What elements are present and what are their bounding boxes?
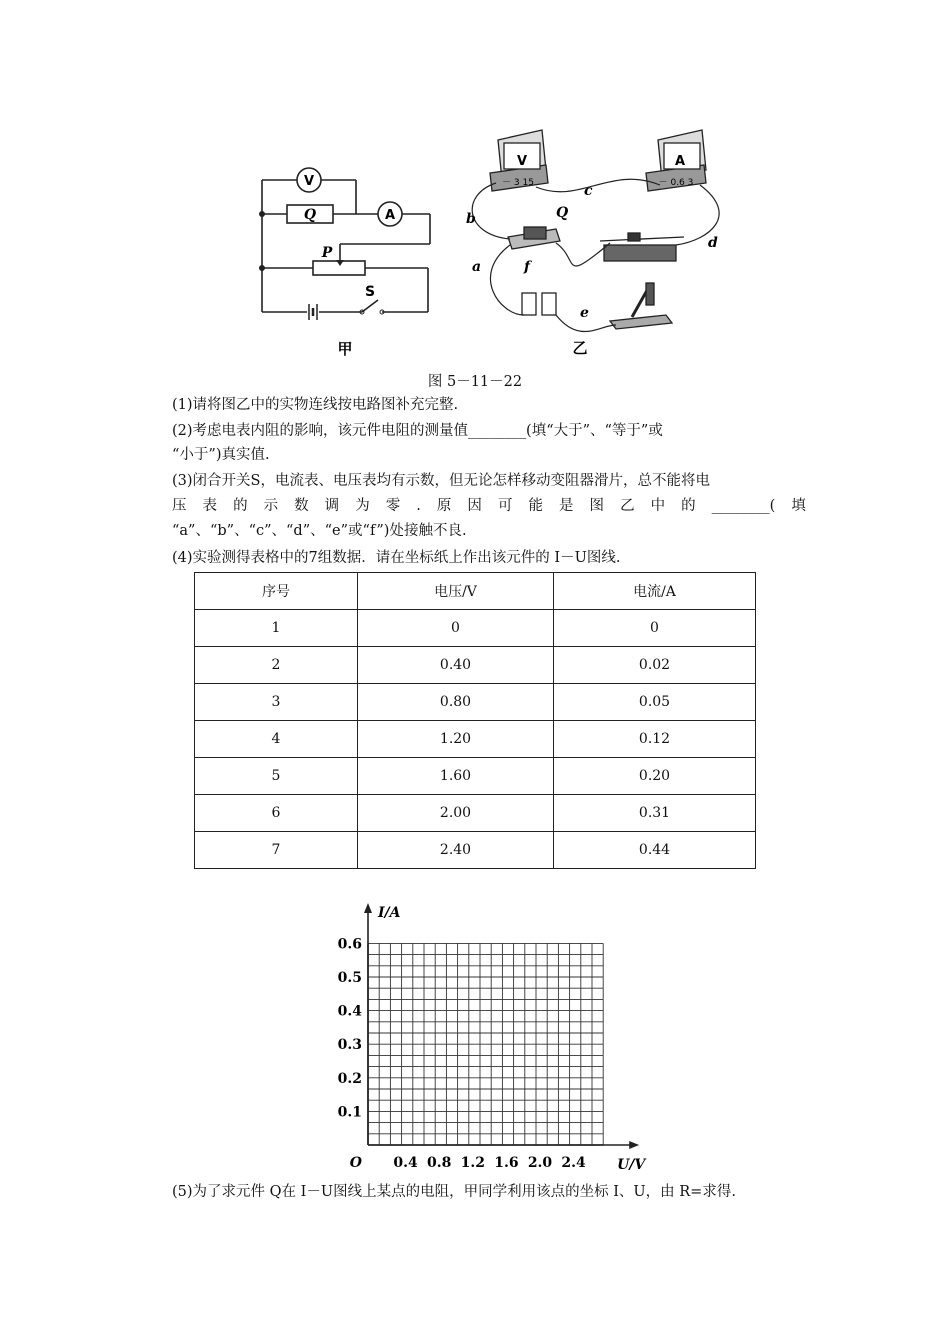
x-axis-arrow [629,1141,639,1149]
yi-caption: 乙 [572,339,588,357]
y-tick-label: 0.5 [337,970,362,986]
yi-wire-c: c [584,183,593,199]
table-header-row [195,573,756,610]
y-tick-label: 0.4 [337,1003,362,1020]
question-5: (5)为了求元件 Q在 I－U图线上某点的电阻，甲同学利用该点的坐标 I、U，由 R=求得. [172,1184,736,1200]
y-tick-label: 0.3 [337,1037,362,1054]
x-tick-label: 1.2 [460,1155,485,1171]
y-axis-title: I/A [378,905,401,921]
table-row: 2 0.40 0.02 [195,647,756,684]
data-table [194,572,756,869]
question-1: (1)请将图乙中的实物连线按电路图补充完整. [172,397,459,413]
origin-label: O [349,1155,362,1171]
question-3-line-2: 压 表 的 示 数 调 为 零 . 原 因 可 能 是 图 乙 中 的 ________( 填 [172,498,806,514]
question-4: (4)实验测得表格中的7组数据．请在坐标纸上作出该元件的 I－U图线. [172,550,621,566]
table-header: 序号 [195,573,358,610]
jia-voltmeter-label: V [303,174,315,189]
question-2-line-1: (2)考虑电表内阻的影响，该元件电阻的测量值________(填“大于”、“等于”或 [172,423,663,439]
x-tick-label: 2.4 [561,1155,586,1171]
jia-ammeter-label: A [384,208,396,223]
y-axis-arrow [364,903,372,913]
y-tick-label: 0.2 [337,1070,362,1087]
table-row: 5 1.60 0.20 [195,758,756,795]
yi-wire-e: e [580,305,589,321]
table-row: 7 2.40 0.44 [195,832,756,869]
figure-caption: 图 5－11－22 [427,374,523,390]
table-header: 电压/V [358,573,554,610]
question-3-line-3: “a”、“b”、“c”、“d”、“e”或“f”)处接触不良. [172,523,467,539]
jia-element-label: Q [303,207,317,223]
yi-wire-d: d [708,235,718,251]
table-header: 电流/A [554,573,756,610]
yi-v-scale: － 3 15 [502,178,534,188]
yi-wire-b: b [466,211,476,227]
table-row: 6 2.00 0.31 [195,795,756,832]
yi-element-q: Q [556,205,569,221]
y-tick-label: 0.1 [337,1104,362,1121]
table-row: 1 0 0 [195,610,756,647]
coordinate-grid [330,895,660,1175]
jia-switch-label: S [364,284,376,300]
table-row: 3 0.80 0.05 [195,684,756,721]
x-axis-title: U/V [617,1157,646,1173]
question-3-line-1: (3)闭合开关S，电流表、电压表均有示数，但无论怎样移动变阻器滑片，总不能将电 [172,473,710,489]
circuit-diagram-jia [250,160,440,360]
x-tick-label: 1.6 [494,1155,519,1171]
yi-ammeter-label: A [674,154,686,169]
yi-wire-f: f [524,259,531,275]
x-tick-label: 0.8 [427,1155,452,1171]
jia-caption: 甲 [337,340,353,358]
yi-a-scale: － 0.6 3 [658,178,694,188]
wiring-diagram-yi [460,125,730,360]
question-2-line-2: “小于”)真实值. [172,447,270,463]
y-tick-label: 0.6 [337,936,362,953]
yi-wire-a: a [472,259,482,275]
x-tick-label: 2.0 [527,1155,553,1171]
table-row: 4 1.20 0.12 [195,721,756,758]
x-tick-label: 0.4 [393,1155,418,1171]
yi-voltmeter-label: V [516,154,528,169]
jia-slider-label: P [321,245,333,261]
